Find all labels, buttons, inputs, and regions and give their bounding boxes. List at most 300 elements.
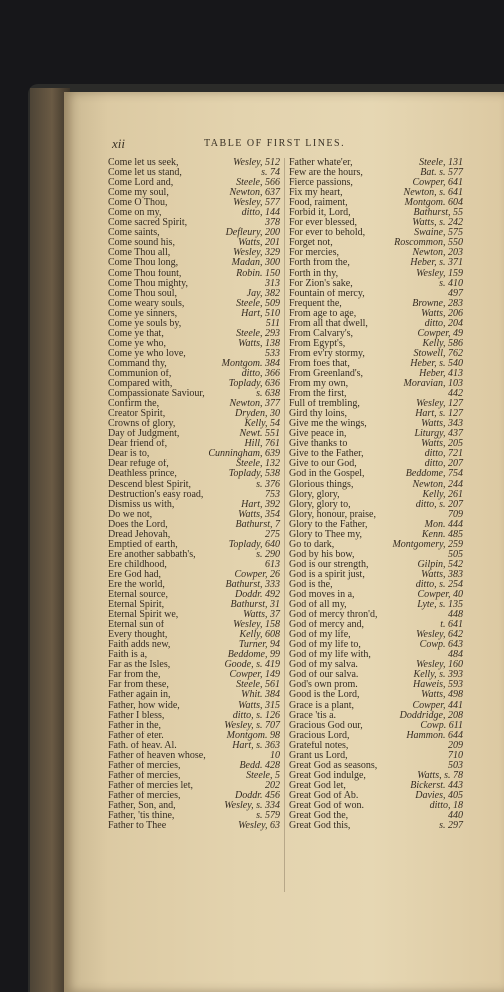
first-line-text: God moves in a, <box>289 590 355 601</box>
author-page-reference: 440 <box>448 810 463 822</box>
first-line-text: Great God indulge, <box>289 770 366 781</box>
author-page-reference: Jay, 382 <box>246 287 280 299</box>
author-page-reference: Watts, 205 <box>421 438 463 450</box>
author-page-reference: Watts, 201 <box>238 237 280 249</box>
index-entry <box>108 158 280 168</box>
column-divider <box>284 158 285 892</box>
first-line-text: Father, Son, and, <box>108 801 176 811</box>
first-line-text: Glory, honour, praise, <box>289 509 376 520</box>
author-page-reference: Beddome, 754 <box>405 468 463 480</box>
index-entry <box>108 741 280 751</box>
author-page-reference: 313 <box>265 277 280 289</box>
author-page-reference: 209 <box>448 739 463 751</box>
first-line-text: Father to Thee <box>108 821 167 832</box>
first-line-text: Do we not, <box>108 509 153 520</box>
first-line-text: Father of eter. <box>108 730 164 741</box>
first-line-text: Forth in thy, <box>289 268 339 279</box>
author-page-reference: 710 <box>448 749 463 761</box>
index-entry <box>289 258 463 268</box>
author-page-reference: Cowper, 26 <box>234 568 280 580</box>
first-line-text: Compassionate Saviour, <box>108 389 205 400</box>
first-line-text: Faith is a, <box>108 650 148 661</box>
first-line-text: From age to age, <box>289 308 357 319</box>
first-line-text: Father, how wide, <box>108 700 180 711</box>
author-page-reference: Steele, 509 <box>236 297 280 309</box>
author-page-reference: Hart, s. 363 <box>232 739 280 751</box>
first-line-text: Food, raiment, <box>289 198 348 209</box>
first-line-text: Ere God had, <box>108 569 162 580</box>
first-line-text: Grateful notes, <box>289 740 349 751</box>
first-line-text: Dread Jehovah, <box>108 529 171 540</box>
index-entry <box>289 540 463 550</box>
first-line-text: Come sound his, <box>108 238 175 249</box>
first-line-text: Good is the Lord, <box>289 690 360 701</box>
index-entry <box>108 309 280 319</box>
index-entry <box>289 821 463 831</box>
author-page-reference: Wesley, s. 334 <box>224 800 280 811</box>
index-entry <box>289 801 463 811</box>
author-page-reference: s. 410 <box>439 277 463 289</box>
first-line-text: Great God as seasons, <box>289 760 378 771</box>
author-page-reference: Wesley, 642 <box>416 629 463 641</box>
author-page-reference: Beddome, 99 <box>227 649 280 661</box>
author-page-reference: Moravian, 103 <box>403 378 463 390</box>
first-line-text: Come ye who, <box>108 338 167 349</box>
author-page-reference: Toplady, 636 <box>228 378 280 390</box>
author-page-reference: ditto, s. 126 <box>232 709 280 721</box>
first-line-text: God of our salva. <box>289 670 359 681</box>
first-line-text: God of my life to, <box>289 640 361 651</box>
first-line-text: Come Lord and, <box>108 178 174 189</box>
author-page-reference: Watts, 498 <box>421 689 463 701</box>
author-page-reference: Stowell, 762 <box>413 347 463 359</box>
first-line-text: Fountain of mercy, <box>289 288 365 299</box>
author-page-reference: ditto, 207 <box>424 458 463 470</box>
author-page-reference: Hammon. 644 <box>406 729 463 741</box>
author-page-reference: Newton, s. 641 <box>403 187 463 199</box>
author-page-reference: Watts, 315 <box>238 699 280 711</box>
first-line-text: Fix my heart, <box>289 188 343 199</box>
author-page-reference: Kelly, 608 <box>239 629 280 641</box>
author-page-reference: Steele, 561 <box>236 679 280 691</box>
index-entry <box>108 258 280 268</box>
first-line-text: Father of mercies, <box>108 760 181 771</box>
author-page-reference: ditto, 721 <box>424 448 463 460</box>
index-entry <box>108 801 280 811</box>
index-entry <box>108 550 280 560</box>
author-page-reference: Wesley, 329 <box>233 247 280 259</box>
author-page-reference: Montgom. 98 <box>226 729 280 741</box>
first-line-text: From foes that, <box>289 358 350 369</box>
first-line-text: Father again in, <box>108 690 171 701</box>
first-line-text: Ere another sabbath's, <box>108 549 196 560</box>
first-line-text: Father of mercies, <box>108 790 181 801</box>
first-line-text: Come saints, <box>108 228 160 239</box>
author-page-reference: Steele, 566 <box>236 177 280 189</box>
index-entry <box>289 279 463 289</box>
first-line-text: God of my salva. <box>289 660 358 671</box>
first-line-text: God's own prom. <box>289 680 358 691</box>
author-page-reference: Watts, 354 <box>238 508 280 520</box>
author-page-reference: 613 <box>265 558 280 570</box>
author-page-reference: Cowper, 49 <box>417 327 463 339</box>
index-entry <box>108 520 280 530</box>
author-page-reference: Turner, 94 <box>238 639 280 651</box>
index-entry <box>289 379 463 389</box>
first-line-text: Come ye souls by, <box>108 318 182 329</box>
first-line-text: God by his bow, <box>289 549 355 560</box>
first-line-text: Few are the hours, <box>289 168 363 179</box>
index-entry <box>108 269 280 279</box>
author-page-reference: ditto, s. 254 <box>415 578 463 590</box>
first-line-text: From Egypt's, <box>289 338 346 349</box>
first-line-text: Ere the world, <box>108 579 165 590</box>
first-line-text: God is our strength, <box>289 559 369 570</box>
first-line-text: God in the Gospel, <box>289 469 365 480</box>
first-line-text: Father of mercies let, <box>108 780 193 791</box>
author-page-reference: Mon. 444 <box>424 518 463 530</box>
first-line-text: Glory to Thee my, <box>289 529 363 540</box>
author-page-reference: Kelly, 586 <box>422 337 463 349</box>
author-page-reference: Heber, s. 371 <box>410 257 463 269</box>
first-line-text: Grace 'tis a. <box>289 710 337 721</box>
first-line-text: Come ye who love, <box>108 348 186 359</box>
author-page-reference: Gilpin, 542 <box>417 558 463 570</box>
author-page-reference: 709 <box>448 508 463 520</box>
first-line-text: God is a spirit just, <box>289 569 365 580</box>
author-page-reference: Cowper, 40 <box>417 589 463 601</box>
first-line-text: Come ye that, <box>108 328 164 339</box>
first-line-text: Great God this, <box>289 821 351 832</box>
author-page-reference: Watts, 206 <box>421 307 463 319</box>
author-page-reference: Bathurst, 31 <box>230 599 280 611</box>
author-page-reference: 484 <box>448 649 463 661</box>
author-page-reference: Wesley, 158 <box>233 619 280 631</box>
first-line-text: Give thanks to <box>289 439 348 450</box>
author-page-reference: Newton, 637 <box>229 187 280 199</box>
author-page-reference: Swaine, 575 <box>414 227 463 239</box>
first-line-text: From my own, <box>289 379 349 390</box>
author-page-reference: Watts, 383 <box>421 568 463 580</box>
first-line-text: For mercies, <box>289 248 339 259</box>
first-line-text: Come ye sinners, <box>108 308 178 319</box>
first-line-text: God of mercy and, <box>289 620 364 631</box>
first-line-text: Come let us seek, <box>108 158 179 168</box>
page-number: xii <box>112 136 125 151</box>
first-line-text: Glory, glory, <box>289 489 340 500</box>
first-line-text: Father whate'er, <box>289 158 353 168</box>
author-page-reference: ditto, 204 <box>424 317 463 329</box>
author-page-reference: Madan, 300 <box>231 257 280 269</box>
author-page-reference: Montgom. 604 <box>404 197 463 209</box>
first-line-text: Faith adds new, <box>108 640 171 651</box>
author-page-reference: Newton, 377 <box>229 398 280 410</box>
first-line-text: Fath. of heav. Al. <box>108 740 177 751</box>
first-line-text: Forbid it, Lord, <box>289 208 351 219</box>
right-column <box>289 158 463 831</box>
first-line-text: Give to the Father, <box>289 449 364 460</box>
author-page-reference: ditto, 366 <box>241 367 280 379</box>
author-page-reference: Steele, 293 <box>236 327 280 339</box>
index-entry <box>289 269 463 279</box>
author-page-reference: Liturgy, 437 <box>414 428 463 440</box>
first-line-text: Descend blest Spirit, <box>108 479 192 490</box>
author-page-reference: Cowp. 611 <box>420 719 463 731</box>
index-entry <box>108 821 280 831</box>
first-line-text: Fierce passions, <box>289 178 353 189</box>
author-page-reference: Montgom. 384 <box>221 357 280 369</box>
author-page-reference: s. 297 <box>439 820 463 832</box>
author-page-reference: 202 <box>265 779 280 791</box>
author-page-reference: Watts, 343 <box>421 418 463 430</box>
author-page-reference: 275 <box>265 528 280 540</box>
first-line-text: Come Thou fount, <box>108 268 182 279</box>
first-line-text: Gracious God our, <box>289 720 363 731</box>
first-line-text: Come my soul, <box>108 188 169 199</box>
author-page-reference: Newton, 203 <box>412 247 463 259</box>
author-page-reference: 511 <box>265 317 280 329</box>
first-line-text: Come O Thou, <box>108 198 168 209</box>
author-page-reference: Watts, 37 <box>243 609 280 621</box>
index-entry <box>108 469 280 479</box>
author-page-reference: Steele, 5 <box>246 769 280 781</box>
index-entry <box>289 811 463 821</box>
author-page-reference: ditto, 144 <box>241 207 280 219</box>
first-line-text: Come Thou soul, <box>108 288 177 299</box>
first-line-text: Grant us Lord, <box>289 750 348 761</box>
author-page-reference: Cowp. 643 <box>419 639 463 651</box>
index-entry <box>289 731 463 741</box>
author-page-reference: Hart, 392 <box>241 498 280 510</box>
first-line-text: Confirm the, <box>108 399 160 410</box>
author-page-reference: ditto, 18 <box>429 800 463 811</box>
author-page-reference: t. 641 <box>440 619 463 631</box>
index-entry <box>108 379 280 389</box>
first-line-text: Come Thou all, <box>108 248 171 259</box>
author-page-reference: 503 <box>448 759 463 771</box>
author-page-reference: Wesley, 160 <box>416 659 463 671</box>
author-page-reference: Watts, 138 <box>238 337 280 349</box>
first-line-text: Command thy, <box>108 358 167 369</box>
first-line-text: Compared with, <box>108 379 173 390</box>
first-line-text: Eternal sun of <box>108 620 165 631</box>
first-line-text: For ever blessed, <box>289 218 358 229</box>
first-line-text: Forth from the, <box>289 258 350 269</box>
first-line-text: Full of trembling, <box>289 399 360 410</box>
first-line-text: Every thought, <box>108 630 168 641</box>
author-page-reference: ditto, s. 207 <box>415 498 463 510</box>
first-line-text: Go to dark, <box>289 539 335 550</box>
author-page-reference: Robin. 150 <box>236 267 280 279</box>
first-line-text: Great God of Ab. <box>289 790 359 801</box>
first-line-text: Dismiss us with, <box>108 499 175 510</box>
index-entry <box>108 339 280 349</box>
author-page-reference: Hart, 510 <box>241 307 280 319</box>
index-entry <box>289 640 463 650</box>
author-page-reference: s. 74 <box>261 167 280 179</box>
first-line-text: Dear refuge of, <box>108 459 169 470</box>
index-entry <box>289 500 463 510</box>
author-page-reference: Bedd. 428 <box>239 759 280 771</box>
author-page-reference: Defleury, 200 <box>225 227 280 239</box>
author-page-reference: Wesley, s. 707 <box>224 719 280 731</box>
author-page-reference: Toplady, 640 <box>228 538 280 550</box>
author-page-reference: Dryden, 30 <box>235 408 280 420</box>
first-line-text: Father of heaven whose, <box>108 750 206 761</box>
first-line-text: From Greenland's, <box>289 368 364 379</box>
author-page-reference: Doddridge, 208 <box>399 709 463 721</box>
first-line-text: God is the, <box>289 579 333 590</box>
first-line-text: God of my life, <box>289 630 351 641</box>
first-line-text: Far as the Isles, <box>108 660 171 671</box>
first-line-text: From ev'ry stormy, <box>289 348 365 359</box>
first-line-text: Father I bless, <box>108 710 165 721</box>
index-entry <box>289 751 463 761</box>
first-line-text: Crowns of glory, <box>108 419 176 430</box>
first-line-text: Day of Judgment, <box>108 429 180 440</box>
author-page-reference: Montgomery, 259 <box>392 538 463 550</box>
first-line-text: Glory, glory to, <box>289 499 351 510</box>
first-line-text: Come Thou long, <box>108 258 179 269</box>
index-entry <box>108 480 280 490</box>
author-page-reference: Roscommon, 550 <box>394 237 463 249</box>
first-line-text: From all that dwell, <box>289 318 368 329</box>
index-entry <box>289 469 463 479</box>
first-line-text: Emptied of earth, <box>108 539 178 550</box>
first-line-text: Come Thou mighty, <box>108 278 188 289</box>
author-page-reference: Wesley, 577 <box>233 197 280 209</box>
author-page-reference: Toplady, 538 <box>228 468 280 480</box>
author-page-reference: 442 <box>448 388 463 400</box>
index-entry <box>108 208 280 218</box>
first-line-text: Forget not, <box>289 238 333 249</box>
first-line-text: Eternal Spirit, <box>108 600 165 611</box>
author-page-reference: Heber, s. 540 <box>410 357 463 369</box>
page-title: TABLE OF FIRST LINES. <box>204 138 346 149</box>
first-line-text: Come let us stand, <box>108 168 182 179</box>
first-line-text: Come on my, <box>108 208 162 219</box>
index-entry <box>289 610 463 620</box>
author-page-reference: 448 <box>448 609 463 621</box>
author-page-reference: Kenn. 485 <box>421 528 463 540</box>
first-line-text: God of my life with, <box>289 650 371 661</box>
author-page-reference: 378 <box>265 217 280 229</box>
first-line-text: Come sacred Spirit, <box>108 218 188 229</box>
index-entry <box>108 771 280 781</box>
author-page-reference: Newton, 244 <box>412 478 463 490</box>
first-line-text: Great God let, <box>289 780 346 791</box>
index-entry <box>289 600 463 610</box>
first-line-text: God of mercy thron'd, <box>289 610 378 621</box>
author-page-reference: s. 376 <box>256 478 280 490</box>
first-line-text: For Zion's sake, <box>289 278 353 289</box>
first-line-text: Father, 'tis thine, <box>108 811 175 822</box>
author-page-reference: Hart, s. 127 <box>415 408 463 420</box>
author-page-reference: Bat. s. 577 <box>420 167 463 179</box>
author-page-reference: Doddr. 456 <box>234 789 280 801</box>
author-page-reference: Haweis, 593 <box>413 679 463 691</box>
author-page-reference: Heber, 413 <box>419 367 463 379</box>
author-page-reference: Davies, 405 <box>415 789 463 801</box>
author-page-reference: Cowper, 641 <box>412 177 463 189</box>
first-line-text: Give to our God, <box>289 459 357 470</box>
first-line-text: Great God the, <box>289 811 349 822</box>
first-line-text: Come weary souls, <box>108 298 185 309</box>
author-page-reference: 533 <box>265 347 280 359</box>
first-line-text: Give me the wings, <box>289 419 367 430</box>
first-line-text: Father of mercies, <box>108 770 181 781</box>
author-page-reference: Steele, 131 <box>419 157 463 168</box>
author-page-reference: Browne, 283 <box>412 297 463 309</box>
author-page-reference: Wesley, 127 <box>416 398 463 410</box>
author-page-reference: Watts, s. 242 <box>412 217 463 229</box>
author-page-reference: Cowper, 441 <box>412 699 463 711</box>
first-line-text: Destruction's easy road, <box>108 489 204 500</box>
first-line-text: Glorious things, <box>289 479 354 490</box>
index-entry <box>108 540 280 550</box>
first-line-text: From the first, <box>289 389 347 400</box>
author-page-reference: Lyte, s. 135 <box>417 599 463 611</box>
first-line-text: Great God of won. <box>289 801 364 811</box>
first-line-text: From Calvary's, <box>289 328 354 339</box>
author-page-reference: Wesley, 63 <box>238 820 280 832</box>
author-page-reference: Goode, s. 419 <box>224 659 280 671</box>
author-page-reference: Whit. 384 <box>241 689 280 701</box>
first-line-text: Eternal source, <box>108 590 168 601</box>
author-page-reference: s. 579 <box>256 810 280 822</box>
author-page-reference: Kelly, 54 <box>244 418 280 430</box>
first-line-text: Dear is to, <box>108 449 150 460</box>
author-page-reference: s. 638 <box>256 388 280 400</box>
first-line-text: Does the Lord, <box>108 519 168 530</box>
author-page-reference: Bathurst, 55 <box>413 207 463 219</box>
author-page-reference: 10 <box>270 749 280 761</box>
author-page-reference: s. 290 <box>256 548 280 560</box>
first-line-text: Grace is a plant, <box>289 700 354 711</box>
first-line-text: Dear friend of, <box>108 439 168 450</box>
author-page-reference: Bathurst, 7 <box>235 518 280 530</box>
first-line-text: Father in the, <box>108 720 162 731</box>
first-line-text: Deathless prince, <box>108 469 177 480</box>
first-line-text: For ever to behold, <box>289 228 366 239</box>
index-entry <box>289 741 463 751</box>
author-page-reference: Bickerst. 443 <box>410 779 463 791</box>
first-line-text: Far from these, <box>108 680 169 691</box>
first-line-text: Communion of, <box>108 368 172 379</box>
first-line-text: Glory to the Father, <box>289 519 368 530</box>
author-page-reference: Wesley, 512 <box>233 157 280 168</box>
first-line-text: Creator Spirit, <box>108 409 166 420</box>
author-page-reference: 497 <box>448 287 463 299</box>
first-line-text: Eternal Spirit we, <box>108 610 179 621</box>
first-line-text: God of all my, <box>289 600 347 611</box>
author-page-reference: Wesley, 159 <box>416 267 463 279</box>
author-page-reference: Doddr. 492 <box>234 589 280 601</box>
author-page-reference: Newt. 551 <box>239 428 280 440</box>
first-line-text: Gird thy loins, <box>289 409 348 420</box>
left-column <box>108 158 280 831</box>
author-page-reference: 505 <box>448 548 463 560</box>
author-page-reference: Hill, 761 <box>244 438 280 450</box>
author-page-reference: Bathurst, 333 <box>225 578 280 590</box>
author-page-reference: 753 <box>265 488 280 500</box>
author-page-reference: Kelly, s. 393 <box>413 669 463 681</box>
first-line-text: Gracious Lord, <box>289 730 350 741</box>
author-page-reference: Kelly, 261 <box>422 488 463 500</box>
first-line-text: Give peace in, <box>289 429 347 440</box>
first-line-text: Ere childhood, <box>108 559 167 570</box>
author-page-reference: Watts, s. 78 <box>417 769 463 781</box>
